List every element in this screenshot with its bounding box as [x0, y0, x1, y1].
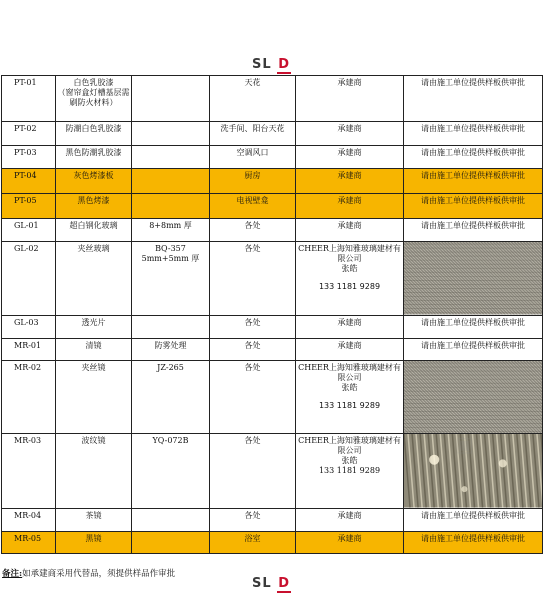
cell-code: PT-05 [2, 194, 56, 219]
cell-code: MR-05 [2, 531, 56, 553]
cell-supplier [296, 146, 404, 169]
cell-remark: 请由施工单位提供样板供审批 [404, 194, 543, 219]
cell-code: GL-02 [2, 242, 56, 316]
cell-remark: 请由施工单位提供样板供审批 [404, 338, 543, 360]
cell-code: GL-01 [2, 219, 56, 242]
cell-supplier [296, 242, 404, 316]
cell-location: 各处 [210, 242, 296, 316]
cell-spec: 8+8mm 厚 [132, 219, 210, 242]
cell-material: 夹丝玻璃 [56, 242, 132, 316]
cell-spec [132, 194, 210, 219]
cell-supplier [296, 434, 404, 509]
cell-material: 茶镜 [56, 508, 132, 531]
table-row [2, 122, 543, 146]
supplier-text: 承建商 [337, 124, 362, 133]
note-label: 备注: [2, 569, 23, 579]
cell-code: MR-02 [2, 360, 56, 434]
cell-code: MR-04 [2, 508, 56, 531]
cell-supplier [296, 338, 404, 360]
material-sample-image [404, 242, 543, 316]
cell-code: GL-03 [2, 315, 56, 338]
cell-supplier [296, 169, 404, 194]
cell-material: 超白钢化玻璃 [56, 219, 132, 242]
cell-code: PT-01 [2, 76, 56, 122]
supplier-text: 承建商 [337, 78, 362, 87]
cell-location: 各处 [210, 315, 296, 338]
cell-material: 清镜 [56, 338, 132, 360]
table-row [2, 508, 543, 531]
table-row [2, 169, 543, 194]
brand-logo-bottom: SL D [252, 576, 290, 591]
cell-location: 空调风口 [210, 146, 296, 169]
cell-supplier [296, 194, 404, 219]
supplier-text: CHEER上海知雅玻璃建材有限公司 张皓 [298, 362, 401, 392]
cell-code: PT-02 [2, 122, 56, 146]
table-row [2, 360, 543, 434]
cell-remark: 请由施工单位提供样板供审批 [404, 508, 543, 531]
cell-spec [132, 169, 210, 194]
supplier-text: CHEER上海知雅玻璃建材有限公司 张皓 [298, 244, 401, 273]
cell-material: 黑色烤漆 [56, 194, 132, 219]
cell-spec: YQ-072B [132, 434, 210, 509]
cell-location: 各处 [210, 508, 296, 531]
brand-logo-top: SL D [252, 57, 290, 72]
cell-remark: 请由施工单位提供样板供审批 [404, 219, 543, 242]
cell-remark: 请由施工单位提供样板供审批 [404, 76, 543, 122]
cell-material: 透光片 [56, 315, 132, 338]
cell-spec [132, 122, 210, 146]
cell-spec [132, 508, 210, 531]
supplier-text: 承建商 [337, 148, 362, 157]
table-row [2, 219, 543, 242]
cell-location: 各处 [210, 434, 296, 509]
table-row [2, 194, 543, 219]
cell-spec: 防雾处理 [132, 338, 210, 360]
cell-code: MR-01 [2, 338, 56, 360]
cell-location: 电视壁龛 [210, 194, 296, 219]
cell-material: 夹丝镜 [56, 360, 132, 434]
supplier-phone: 133 1181 9289 [318, 400, 381, 410]
cell-supplier [296, 531, 404, 553]
cell-material: 波纹镜 [56, 434, 132, 509]
cell-remark: 请由施工单位提供样板供审批 [404, 146, 543, 169]
cell-supplier [296, 315, 404, 338]
cell-material: 黑色防潮乳胶漆 [56, 146, 132, 169]
cell-supplier [296, 76, 404, 122]
cell-supplier [296, 508, 404, 531]
cell-location: 各处 [210, 360, 296, 434]
cell-location: 各处 [210, 338, 296, 360]
cell-spec [132, 76, 210, 122]
cell-supplier [296, 219, 404, 242]
supplier-text: 承建商 [337, 533, 362, 543]
cell-spec: JZ-265 [132, 360, 210, 434]
supplier-text: 承建商 [337, 221, 362, 230]
cell-remark: 请由施工单位提供样板供审批 [404, 531, 543, 553]
cell-material: 白色乳胶漆 （窗帘盒灯槽基层需刷防火材料） [56, 76, 132, 122]
materials-table [1, 75, 543, 554]
cell-location: 天花 [210, 76, 296, 122]
supplier-phone: 133 1181 9289 [318, 282, 381, 291]
cell-spec [132, 146, 210, 169]
supplier-text: 承建商 [337, 510, 362, 520]
table-row [2, 146, 543, 169]
table-row [2, 76, 543, 122]
cell-material: 防潮白色乳胶漆 [56, 122, 132, 146]
table-row [2, 434, 543, 509]
cell-material: 黑镜 [56, 531, 132, 553]
cell-supplier [296, 122, 404, 146]
supplier-text: 承建商 [337, 340, 362, 350]
cell-code: MR-03 [2, 434, 56, 509]
cell-material: 灰色烤漆板 [56, 169, 132, 194]
cell-spec: BQ-357 5mm+5mm 厚 [132, 242, 210, 316]
cell-code: PT-03 [2, 146, 56, 169]
cell-location: 浴室 [210, 531, 296, 553]
cell-spec [132, 315, 210, 338]
table-row [2, 242, 543, 316]
cell-supplier [296, 360, 404, 434]
table-row [2, 531, 543, 553]
table-row [2, 315, 543, 338]
supplier-text: 承建商 [337, 196, 362, 205]
note-text: 如承建商采用代替品，须提供样品作审批 [22, 569, 176, 579]
cell-remark: 请由施工单位提供样板供审批 [404, 169, 543, 194]
table-row [2, 338, 543, 360]
cell-location: 各处 [210, 219, 296, 242]
cell-location: 洗手间、阳台天花 [210, 122, 296, 146]
cell-code: PT-04 [2, 169, 56, 194]
material-sample-image [404, 360, 543, 434]
supplier-text: 承建商 [337, 171, 362, 180]
supplier-text: CHEER上海知雅玻璃建材有限公司 张皓 133 1181 9289 [298, 436, 401, 476]
cell-remark: 请由施工单位提供样板供审批 [404, 122, 543, 146]
supplier-text: 承建商 [337, 317, 362, 327]
cell-spec [132, 531, 210, 553]
cell-location: 厨房 [210, 169, 296, 194]
cell-remark: 请由施工单位提供样板供审批 [404, 315, 543, 338]
material-sample-image [404, 434, 543, 509]
